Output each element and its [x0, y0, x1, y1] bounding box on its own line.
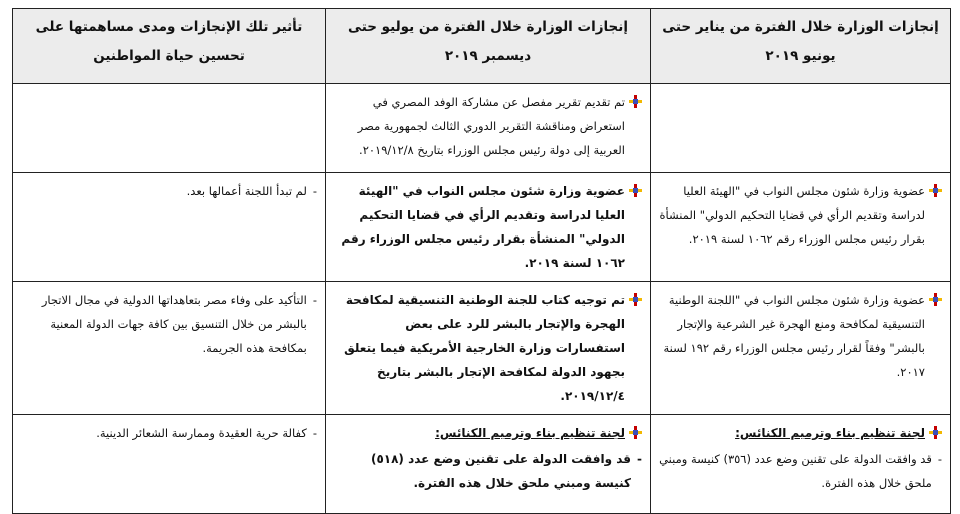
cell-jul-dec: [326, 173, 651, 282]
bullet-icon: [629, 184, 642, 197]
table-row: [13, 282, 951, 415]
list-item: عضوية وزارة شئون مجلس النواب في "الهيئة العليا لدراسة وتقديم الرأي في قضايا التحكيم الدولي" المنشأة بقرار رئيس مجلس الوزراء رقم ١٠٦٢ لسنة ٢٠١٩.: [659, 179, 942, 251]
list-item: تم توجيه كتاب للجنة الوطنية التنسيقية لمكافحة الهجرة والإتجار بالبشر للرد على بعض استفسارات وزارة الخارجية الأمريكية فيما يتعلق بجهود الدولة لمكافحة الإتجار بالبشر بتاريخ ٢٠١٩/١٢/٤.: [334, 288, 642, 408]
cell-jan-jun: [651, 84, 951, 173]
bullet-icon: [629, 293, 642, 306]
list-item: - كفالة حرية العقيدة وممارسة الشعائر الدينية.: [96, 426, 317, 440]
list-item: لجنة تنظيم بناء وترميم الكنائس:: [334, 421, 642, 445]
list-item: عضوية وزارة شئون مجلس النواب في "اللجنة الوطنية التنسيقية لمكافحة ومنع الهجرة غير الشرعية والإتجار بالبشر" وفقاً لقرار رئيس مجلس الوزراء رقم ١٩٢ لسنة ٢٠١٧.: [659, 288, 942, 384]
list-item: - لم تبدأ اللجنة أعمالها بعد.: [186, 184, 317, 198]
table-row: [13, 84, 951, 173]
cell-jul-dec: [326, 84, 651, 173]
list-item: - التأكيد على وفاء مصر بتعاهداتها الدولية في مجال الاتجار بالبشر من خلال التنسيق بين كافة جهات الدولة المعنية بمكافحة هذه الجريمة.: [41, 293, 317, 355]
cell-impact: [13, 282, 326, 415]
cell-impact: [13, 415, 326, 514]
bullet-icon: [929, 293, 942, 306]
header-row: [13, 9, 951, 84]
header-jan-jun: إنجازات الوزارة خلال الفترة من يناير حتى يونيو ٢٠١٩: [651, 9, 951, 84]
cell-jan-jun: [651, 173, 951, 282]
header-jul-dec: إنجازات الوزارة خلال الفترة من يوليو حتى ديسمبر ٢٠١٩: [326, 9, 651, 84]
bullet-icon: [929, 184, 942, 197]
header-impact: تأثير تلك الإنجازات ومدى مساهمتها على تحسين حياة المواطنين: [13, 9, 326, 84]
list-item: عضوية وزارة شئون مجلس النواب في "الهيئة العليا لدراسة وتقديم الرأي في قضايا التحكيم الدولي" المنشأة بقرار رئيس مجلس الوزراء رقم ١٠٦٢ لسنة ٢٠١٩.: [334, 179, 642, 275]
list-item: - قد وافقت الدولة على تقنين وضع عدد (٣٥٦) كنيسة ومبني ملحق خلال هذه الفترة.: [659, 452, 942, 490]
list-item: - قد وافقت الدولة على تقنين وضع عدد (٥١٨) كنيسة ومبني ملحق خلال هذه الفترة.: [370, 452, 642, 490]
cell-jul-dec: [326, 282, 651, 415]
bullet-icon: [629, 95, 642, 108]
list-item: تم تقديم تقرير مفصل عن مشاركة الوفد المصري في استعراض ومناقشة التقرير الدوري الثالث لجمهورية مصر العربية إلى دولة رئيس مجلس الوزراء بتاريخ ٢٠١٩/١٢/٨.: [334, 90, 642, 162]
cell-jan-jun: [651, 415, 951, 514]
bullet-icon: [929, 426, 942, 439]
achievements-table: [12, 8, 951, 514]
table-row: [13, 173, 951, 282]
cell-impact: [13, 84, 326, 173]
cell-impact: [13, 173, 326, 282]
list-item: لجنة تنظيم بناء وترميم الكنائس:: [659, 421, 942, 445]
cell-jan-jun: [651, 282, 951, 415]
table-row: [13, 415, 951, 514]
bullet-icon: [629, 426, 642, 439]
cell-jul-dec: [326, 415, 651, 514]
